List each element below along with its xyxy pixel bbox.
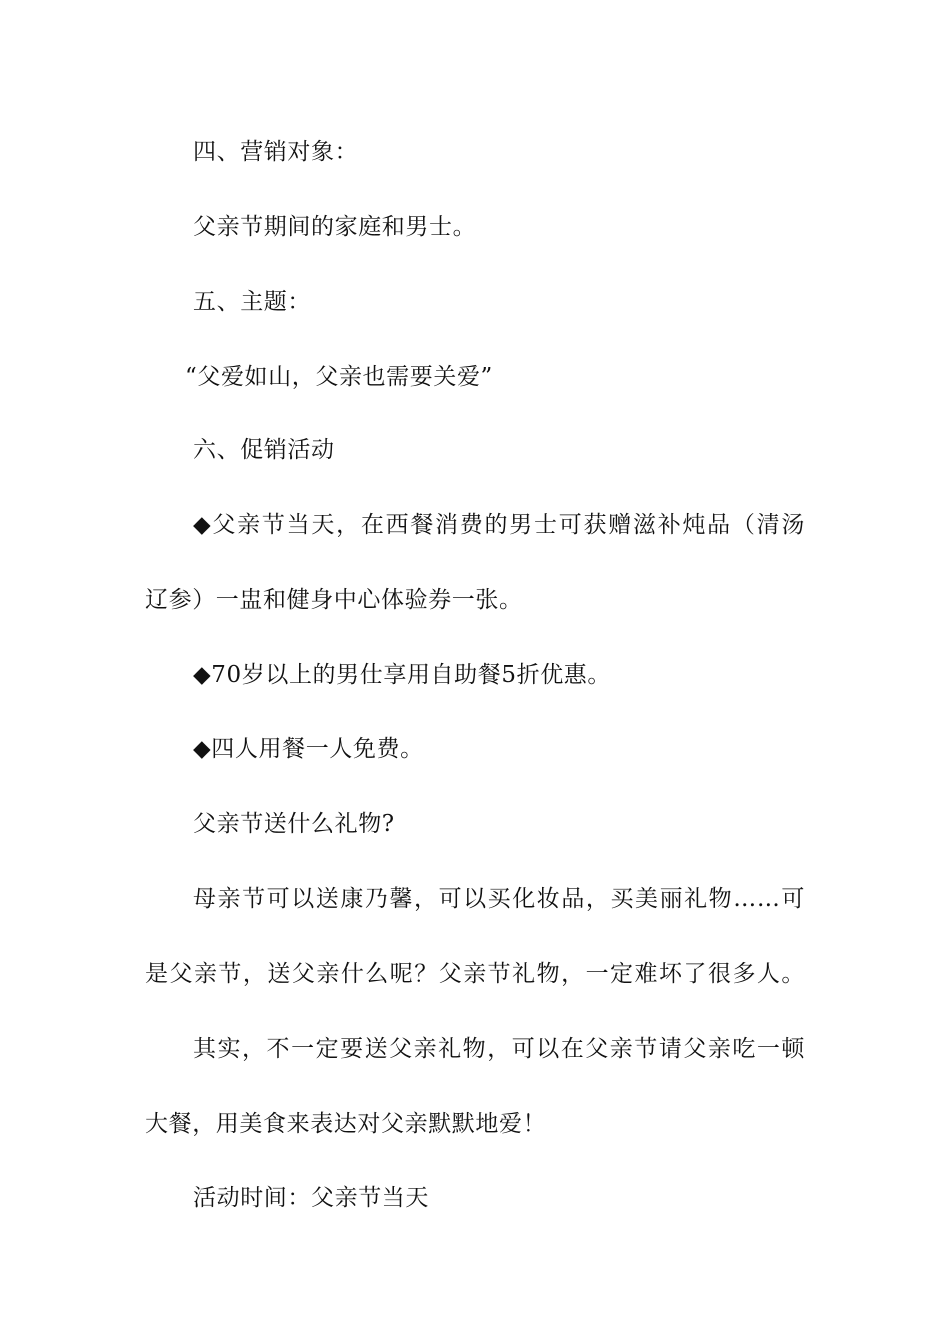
promotion-item-1-line-1: ◆父亲节当天，在西餐消费的男士可获赠滋补炖品（清汤 [193,512,805,538]
paragraph-dinner-line-2: 大餐，用美食来表达对父亲默默地爱！ [145,1111,547,1137]
promotion-item-1-line-2: 辽参）一盅和健身中心体验券一张。 [145,587,523,613]
subheading-gift-question: 父亲节送什么礼物? [193,811,395,837]
section-heading-theme: 五、主题： [193,289,311,315]
paragraph-gift-line-1: 母亲节可以送康乃馨，可以买化妆品，买美丽礼物……可 [193,886,805,912]
paragraph-theme-slogan: “父爱如山，父亲也需要关爱” [185,364,493,390]
paragraph-target-audience: 父亲节期间的家庭和男士。 [193,214,477,240]
promotion-item-3: ◆四人用餐一人免费。 [193,736,424,762]
paragraph-gift-line-2: 是父亲节，送父亲什么呢？父亲节礼物，一定难坏了很多人。 [145,961,805,987]
section-heading-promotions: 六、促销活动 [193,437,335,463]
activity-time: 活动时间：父亲节当天 [193,1185,429,1211]
promotion-item-2: ◆70岁以上的男仕享用自助餐5折优惠。 [193,662,611,688]
section-heading-marketing-target: 四、营销对象： [193,139,359,165]
paragraph-dinner-line-1: 其实，不一定要送父亲礼物，可以在父亲节请父亲吃一顿 [193,1036,805,1062]
